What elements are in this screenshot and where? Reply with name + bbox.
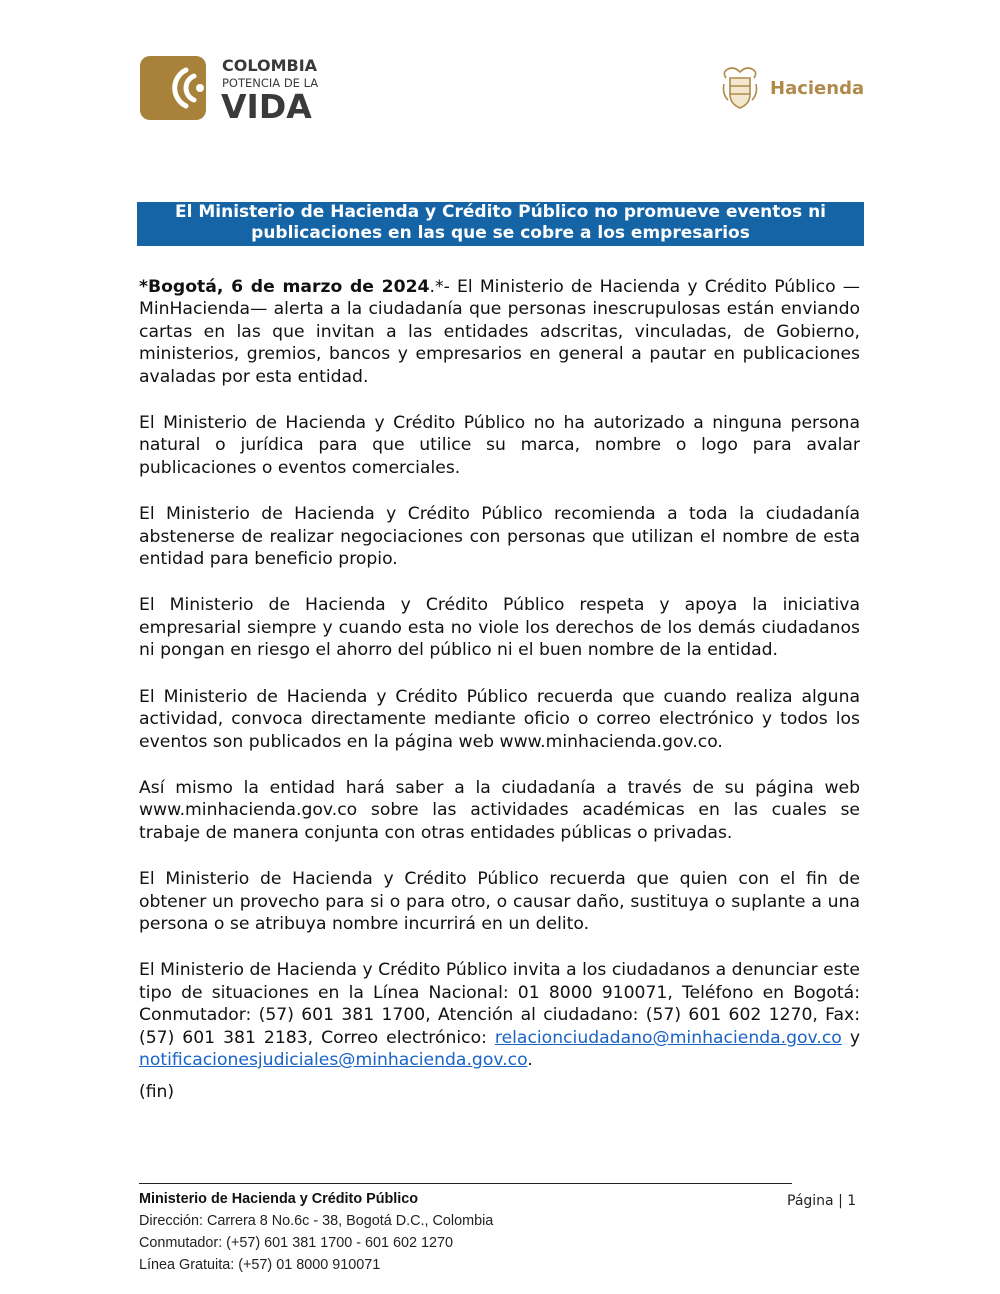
conjunction: y xyxy=(841,1027,860,1048)
headline-line1: El Ministerio de Hacienda y Crédito Público no promueve eventos ni xyxy=(174,202,827,222)
logo-line3: VIDA xyxy=(221,87,312,124)
contact-text: El Ministerio de Hacienda y Crédito Público invita a los ciudadanos a denunciar este tipo de situaciones en la Línea Nacional: 01 8000 910071, Teléfono en Bogotá: Conmutador: (57) 601 381 1700, Atención al ciudadano: (57) 601 602 1270, Fax: (57) 601 381 2183, Correo electrónico: xyxy=(139,960,860,1048)
paragraph-3: El Ministerio de Hacienda y Crédito Público recomienda a toda la ciudadanía abstenerse de realizar negociaciones con personas que utilizan el nombre de esta entidad para beneficio propio. xyxy=(139,504,860,570)
email-link-relacion[interactable]: relacionciudadano@minhacienda.gov.co xyxy=(494,1027,842,1048)
footer xyxy=(139,1188,493,1276)
colombia-potencia-de-la-vida-logo xyxy=(140,52,330,124)
hacienda-logo xyxy=(720,64,865,112)
footer-free-line: Línea Gratuita: (+57) 01 8000 910071 xyxy=(139,1257,381,1273)
footer-divider xyxy=(139,1183,792,1184)
paragraph-6: Así mismo la entidad hará saber a la ciudadanía a través de su página web www.minhacienda.gov.co sobre las actividades académicas en las cuales se trabaje de manera conjunta con otras entidades públicas o privadas. xyxy=(139,777,860,843)
headline-line2: publicaciones en las que se cobre a los empresarios xyxy=(251,223,750,243)
headline-banner xyxy=(137,202,864,246)
press-release-body xyxy=(139,276,860,1128)
email-link-notificaciones[interactable]: notificacionesjudiciales@minhacienda.gov.co xyxy=(139,1049,528,1070)
logo-line2: POTENCIA DE LA xyxy=(222,76,319,90)
paragraph-7: El Ministerio de Hacienda y Crédito Público recuerda que quien con el fin de obtener un provecho para si o para otro, o causar daño, sustituya o suplante a una persona o se atribuya nombre incurrirá en un delito. xyxy=(139,869,860,934)
paragraph-8 xyxy=(139,959,860,1071)
paragraph-5: El Ministerio de Hacienda y Crédito Público recuerda que cuando realiza alguna actividad, convoca directamente mediante oficio o correo electrónico y todos los eventos son publicados en la página web www.minhacienda.gov.co. xyxy=(139,686,860,752)
end-mark: (fin) xyxy=(139,1082,175,1103)
dateline: *Bogotá, 6 de marzo de 2024 xyxy=(139,277,430,297)
hacienda-label: Hacienda xyxy=(770,78,865,99)
paragraph-4: El Ministerio de Hacienda y Crédito Público respeta y apoya la iniciativa empresarial siempre y cuando esta no viole los derechos de los demás ciudadanos ni pongan en riesgo el ahorro del público ni el buen nombre de la entidad. xyxy=(139,595,860,661)
footer-switchboard: Conmutador: (+57) 601 381 1700 - 601 602 1270 xyxy=(139,1235,454,1251)
coat-of-arms-icon xyxy=(724,68,757,108)
logo-line1: COLOMBIA xyxy=(222,56,318,75)
paragraph-lead xyxy=(139,276,860,388)
period: . xyxy=(527,1049,533,1070)
footer-org: Ministerio de Hacienda y Crédito Público xyxy=(139,1191,419,1207)
paragraph-2: El Ministerio de Hacienda y Crédito Público no ha autorizado a ninguna persona natural o jurídica para que utilice su marca, nombre o logo para avalar publicaciones o eventos comerciales. xyxy=(139,413,860,478)
lead-text: .*- El Ministerio de Hacienda y Crédito Público —MinHacienda— alerta a la ciudadanía que personas inescrupulosas están enviando cartas en las que invitan a las entidades adscritas, vinculadas, de Gobierno, ministerios, gremios, bancos y empresarios en general a pautar en publicaciones avaladas por esta entidad. xyxy=(139,277,860,387)
page-number: Página | 1 xyxy=(787,1193,857,1209)
footer-address: Dirección: Carrera 8 No.6c - 38, Bogotá D.C., Colombia xyxy=(139,1213,494,1229)
